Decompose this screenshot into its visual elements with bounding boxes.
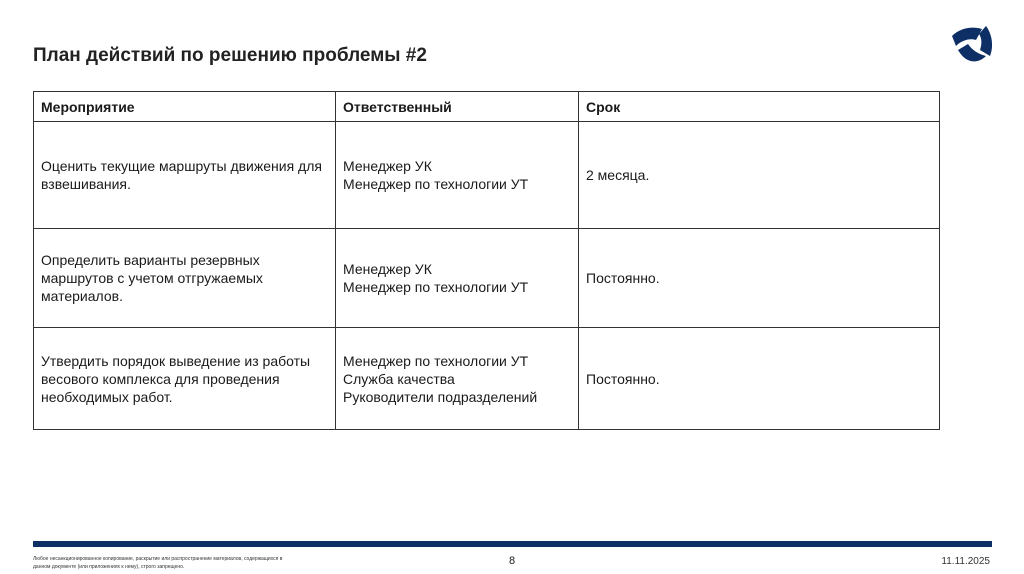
responsible-item: Менеджер по технологии УТ bbox=[343, 279, 529, 295]
responsible-item: Служба качества bbox=[343, 370, 455, 387]
responsible-item: Менеджер УК bbox=[343, 158, 432, 174]
term-cell: 2 месяца. bbox=[579, 122, 940, 229]
table-row bbox=[34, 229, 940, 328]
term-cell: Постоянно. bbox=[579, 229, 940, 328]
responsible-item: Менеджер УК bbox=[343, 261, 432, 277]
responsible-item: Менеджер по технологии УТ bbox=[343, 176, 529, 192]
responsible-cell bbox=[336, 328, 579, 430]
responsible-cell bbox=[336, 229, 579, 328]
column-header: Ответственный bbox=[336, 92, 579, 122]
table-header-row bbox=[34, 92, 940, 122]
action-cell: Оценить текущие маршруты движения для взвешивания. bbox=[34, 122, 336, 229]
action-cell: Утвердить порядок выведение из работы весового комплекса для проведения необходимых работ. bbox=[34, 328, 336, 430]
company-logo-icon bbox=[946, 20, 998, 68]
responsible-cell bbox=[336, 122, 579, 229]
table-row bbox=[34, 328, 940, 430]
action-plan-table bbox=[33, 91, 940, 430]
footer-bar bbox=[33, 541, 992, 547]
page-number: 8 bbox=[509, 555, 516, 567]
legal-notice: Любое несанкционированное копирование, раскрытие или распространение материалов, содержащихся в данном документе (или приложениях к нему), строго запрещено. bbox=[33, 556, 283, 570]
responsible-item: Менеджер по технологии УТ bbox=[343, 352, 529, 369]
action-cell: Определить варианты резервных маршрутов с учетом отгружаемых материалов. bbox=[34, 229, 336, 328]
page-title: План действий по решению проблемы #2 bbox=[33, 45, 427, 66]
term-cell: Постоянно. bbox=[579, 328, 940, 430]
footer-date: 11.11.2025 bbox=[941, 556, 990, 567]
table-row bbox=[34, 122, 940, 229]
column-header: Мероприятие bbox=[34, 92, 336, 122]
responsible-item: Руководители подразделений bbox=[343, 388, 538, 405]
column-header: Срок bbox=[579, 92, 940, 122]
